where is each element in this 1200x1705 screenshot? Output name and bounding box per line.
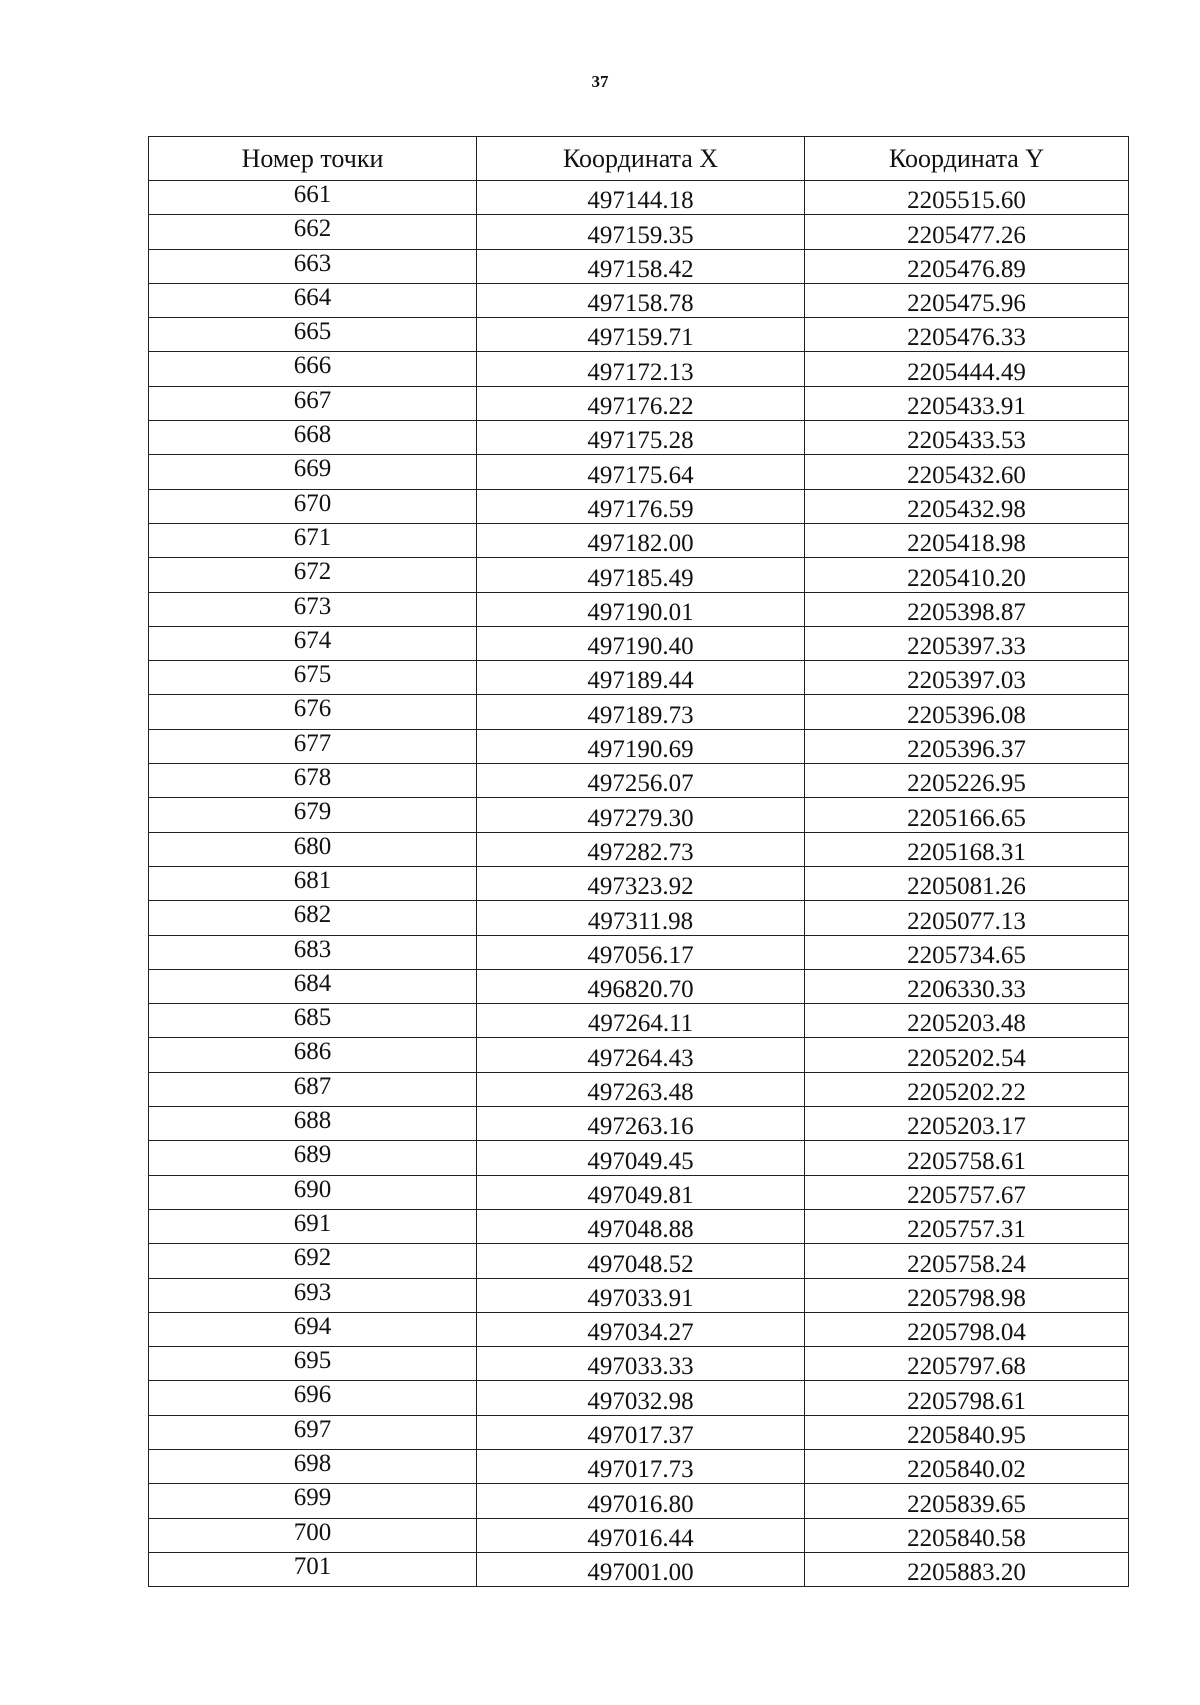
cell-point-number: 677 [149, 729, 477, 763]
cell-point-number: 678 [149, 764, 477, 798]
cell-coordinate-y: 2205797.68 [805, 1347, 1129, 1381]
table-row [149, 1004, 1129, 1038]
header-coordinate-x: Координата X [477, 137, 805, 181]
cell-point-number: 674 [149, 626, 477, 660]
cell-point-number: 698 [149, 1449, 477, 1483]
cell-coordinate-y: 2205202.22 [805, 1072, 1129, 1106]
cell-coordinate-y: 2205203.17 [805, 1107, 1129, 1141]
cell-coordinate-y: 2205398.87 [805, 592, 1129, 626]
table-row [149, 729, 1129, 763]
cell-coordinate-y: 2205798.04 [805, 1312, 1129, 1346]
cell-point-number: 668 [149, 421, 477, 455]
cell-coordinate-x: 497264.11 [477, 1004, 805, 1038]
table-row [149, 455, 1129, 489]
cell-point-number: 687 [149, 1072, 477, 1106]
cell-point-number: 675 [149, 661, 477, 695]
table-row [149, 935, 1129, 969]
cell-coordinate-y: 2205758.61 [805, 1141, 1129, 1175]
cell-coordinate-x: 497048.52 [477, 1244, 805, 1278]
table-row [149, 1552, 1129, 1586]
cell-point-number: 700 [149, 1518, 477, 1552]
cell-coordinate-y: 2205840.58 [805, 1518, 1129, 1552]
cell-point-number: 679 [149, 798, 477, 832]
table-row [149, 215, 1129, 249]
header-coordinate-y: Координата Y [805, 137, 1129, 181]
table-body [149, 181, 1129, 1587]
coordinates-table [148, 136, 1129, 1587]
cell-point-number: 680 [149, 832, 477, 866]
table-row [149, 832, 1129, 866]
cell-coordinate-y: 2205757.31 [805, 1209, 1129, 1243]
cell-coordinate-x: 497034.27 [477, 1312, 805, 1346]
cell-coordinate-x: 497282.73 [477, 832, 805, 866]
table-row [149, 1175, 1129, 1209]
cell-coordinate-x: 496820.70 [477, 969, 805, 1003]
cell-coordinate-y: 2205432.60 [805, 455, 1129, 489]
cell-coordinate-x: 497256.07 [477, 764, 805, 798]
cell-coordinate-x: 497001.00 [477, 1552, 805, 1586]
cell-coordinate-y: 2205515.60 [805, 181, 1129, 215]
cell-coordinate-y: 2205433.53 [805, 421, 1129, 455]
cell-coordinate-x: 497017.73 [477, 1449, 805, 1483]
cell-coordinate-x: 497190.69 [477, 729, 805, 763]
table-header [149, 137, 1129, 181]
cell-point-number: 683 [149, 935, 477, 969]
cell-coordinate-y: 2205397.03 [805, 661, 1129, 695]
cell-coordinate-y: 2205226.95 [805, 764, 1129, 798]
table-row [149, 1278, 1129, 1312]
table-row [149, 283, 1129, 317]
cell-point-number: 664 [149, 283, 477, 317]
table-row [149, 1107, 1129, 1141]
cell-coordinate-y: 2205840.02 [805, 1449, 1129, 1483]
cell-coordinate-y: 2205168.31 [805, 832, 1129, 866]
cell-coordinate-x: 497016.80 [477, 1484, 805, 1518]
table-row [149, 764, 1129, 798]
table-row [149, 421, 1129, 455]
cell-coordinate-y: 2205475.96 [805, 283, 1129, 317]
cell-point-number: 672 [149, 558, 477, 592]
table-row [149, 1141, 1129, 1175]
cell-coordinate-y: 2205077.13 [805, 901, 1129, 935]
cell-point-number: 690 [149, 1175, 477, 1209]
table-row [149, 901, 1129, 935]
table-row [149, 352, 1129, 386]
cell-coordinate-y: 2205432.98 [805, 489, 1129, 523]
cell-coordinate-x: 497159.35 [477, 215, 805, 249]
cell-coordinate-y: 2205758.24 [805, 1244, 1129, 1278]
cell-coordinate-y: 2205840.95 [805, 1415, 1129, 1449]
cell-point-number: 661 [149, 181, 477, 215]
cell-point-number: 692 [149, 1244, 477, 1278]
cell-point-number: 676 [149, 695, 477, 729]
cell-coordinate-y: 2205202.54 [805, 1038, 1129, 1072]
cell-point-number: 662 [149, 215, 477, 249]
cell-coordinate-x: 497263.16 [477, 1107, 805, 1141]
table-row [149, 866, 1129, 900]
table-row [149, 626, 1129, 660]
cell-coordinate-y: 2205433.91 [805, 386, 1129, 420]
table-row [149, 1415, 1129, 1449]
cell-coordinate-x: 497185.49 [477, 558, 805, 592]
cell-coordinate-x: 497189.73 [477, 695, 805, 729]
table-row [149, 1244, 1129, 1278]
cell-coordinate-y: 2205444.49 [805, 352, 1129, 386]
cell-point-number: 670 [149, 489, 477, 523]
cell-coordinate-y: 2205839.65 [805, 1484, 1129, 1518]
cell-coordinate-x: 497279.30 [477, 798, 805, 832]
table-row [149, 558, 1129, 592]
cell-coordinate-y: 2205798.61 [805, 1381, 1129, 1415]
cell-coordinate-y: 2205734.65 [805, 935, 1129, 969]
cell-point-number: 685 [149, 1004, 477, 1038]
cell-point-number: 669 [149, 455, 477, 489]
table-row [149, 181, 1129, 215]
cell-point-number: 691 [149, 1209, 477, 1243]
header-row [149, 137, 1129, 181]
cell-point-number: 695 [149, 1347, 477, 1381]
cell-coordinate-y: 2205476.89 [805, 249, 1129, 283]
table-row [149, 592, 1129, 626]
cell-coordinate-x: 497016.44 [477, 1518, 805, 1552]
cell-point-number: 701 [149, 1552, 477, 1586]
cell-point-number: 689 [149, 1141, 477, 1175]
cell-coordinate-x: 497049.45 [477, 1141, 805, 1175]
cell-coordinate-x: 497056.17 [477, 935, 805, 969]
cell-coordinate-y: 2205410.20 [805, 558, 1129, 592]
cell-coordinate-y: 2205418.98 [805, 523, 1129, 557]
table-row [149, 1449, 1129, 1483]
table-row [149, 523, 1129, 557]
cell-coordinate-x: 497017.37 [477, 1415, 805, 1449]
table-row [149, 1381, 1129, 1415]
cell-coordinate-y: 2205396.08 [805, 695, 1129, 729]
cell-coordinate-x: 497033.91 [477, 1278, 805, 1312]
cell-point-number: 682 [149, 901, 477, 935]
table-row [149, 386, 1129, 420]
cell-coordinate-x: 497263.48 [477, 1072, 805, 1106]
cell-point-number: 673 [149, 592, 477, 626]
cell-coordinate-y: 2205166.65 [805, 798, 1129, 832]
cell-coordinate-x: 497049.81 [477, 1175, 805, 1209]
cell-coordinate-x: 497323.92 [477, 866, 805, 900]
table-row [149, 1312, 1129, 1346]
cell-coordinate-x: 497176.59 [477, 489, 805, 523]
cell-point-number: 686 [149, 1038, 477, 1072]
cell-coordinate-x: 497311.98 [477, 901, 805, 935]
cell-coordinate-y: 2205883.20 [805, 1552, 1129, 1586]
cell-coordinate-x: 497158.42 [477, 249, 805, 283]
cell-point-number: 699 [149, 1484, 477, 1518]
cell-coordinate-y: 2205081.26 [805, 866, 1129, 900]
cell-coordinate-y: 2206330.33 [805, 969, 1129, 1003]
cell-point-number: 693 [149, 1278, 477, 1312]
cell-coordinate-y: 2205757.67 [805, 1175, 1129, 1209]
cell-coordinate-x: 497182.00 [477, 523, 805, 557]
cell-coordinate-y: 2205477.26 [805, 215, 1129, 249]
cell-point-number: 665 [149, 318, 477, 352]
cell-point-number: 684 [149, 969, 477, 1003]
cell-coordinate-x: 497159.71 [477, 318, 805, 352]
table-row [149, 1484, 1129, 1518]
table-row [149, 798, 1129, 832]
cell-coordinate-x: 497189.44 [477, 661, 805, 695]
cell-point-number: 694 [149, 1312, 477, 1346]
cell-coordinate-x: 497172.13 [477, 352, 805, 386]
cell-coordinate-y: 2205798.98 [805, 1278, 1129, 1312]
cell-coordinate-y: 2205397.33 [805, 626, 1129, 660]
cell-point-number: 697 [149, 1415, 477, 1449]
cell-coordinate-x: 497048.88 [477, 1209, 805, 1243]
table-row [149, 318, 1129, 352]
table-row [149, 1072, 1129, 1106]
table-row [149, 661, 1129, 695]
cell-coordinate-x: 497175.64 [477, 455, 805, 489]
cell-coordinate-y: 2205396.37 [805, 729, 1129, 763]
cell-point-number: 681 [149, 866, 477, 900]
cell-coordinate-y: 2205203.48 [805, 1004, 1129, 1038]
cell-coordinate-y: 2205476.33 [805, 318, 1129, 352]
cell-coordinate-x: 497264.43 [477, 1038, 805, 1072]
cell-coordinate-x: 497190.01 [477, 592, 805, 626]
cell-point-number: 688 [149, 1107, 477, 1141]
cell-coordinate-x: 497175.28 [477, 421, 805, 455]
table-row [149, 249, 1129, 283]
cell-point-number: 667 [149, 386, 477, 420]
table-row [149, 1038, 1129, 1072]
table-row [149, 969, 1129, 1003]
table-row [149, 1518, 1129, 1552]
header-point-number: Номер точки [149, 137, 477, 181]
table-row [149, 1209, 1129, 1243]
table-row [149, 489, 1129, 523]
table-row [149, 695, 1129, 729]
cell-coordinate-x: 497032.98 [477, 1381, 805, 1415]
cell-point-number: 666 [149, 352, 477, 386]
cell-point-number: 663 [149, 249, 477, 283]
cell-point-number: 671 [149, 523, 477, 557]
cell-coordinate-x: 497176.22 [477, 386, 805, 420]
cell-point-number: 696 [149, 1381, 477, 1415]
page-number: 37 [591, 72, 609, 91]
cell-coordinate-x: 497144.18 [477, 181, 805, 215]
cell-coordinate-x: 497190.40 [477, 626, 805, 660]
table-row [149, 1347, 1129, 1381]
cell-coordinate-x: 497033.33 [477, 1347, 805, 1381]
cell-coordinate-x: 497158.78 [477, 283, 805, 317]
